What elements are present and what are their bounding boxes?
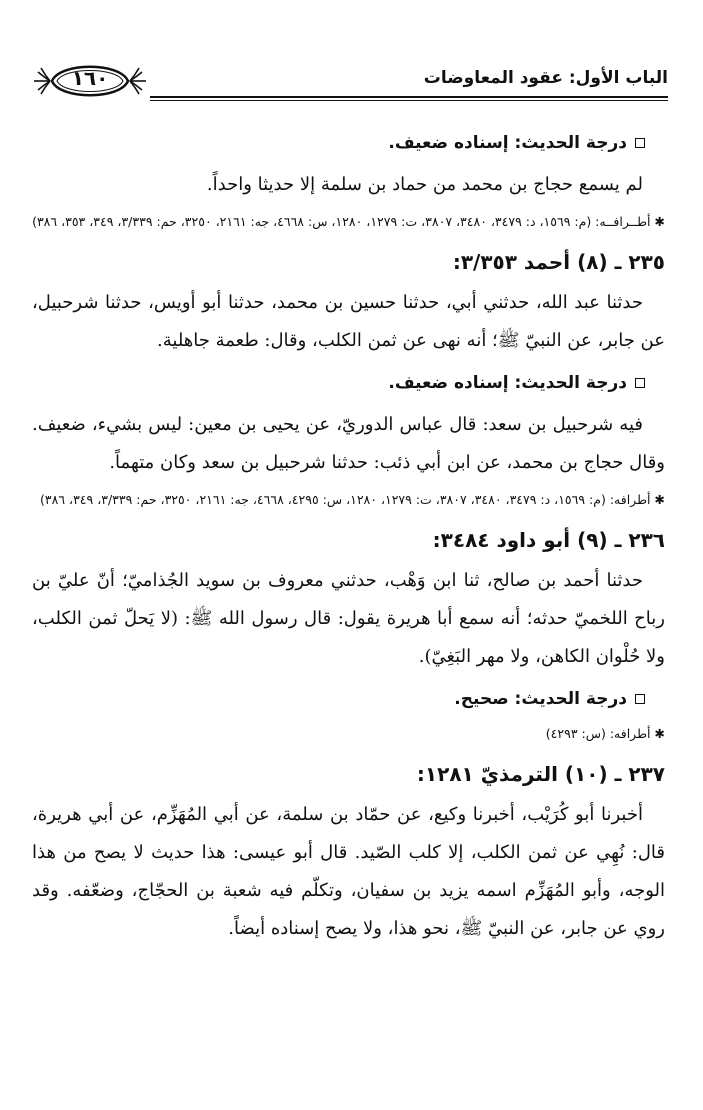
hadith-grade [32, 368, 645, 398]
atraf-note [32, 722, 665, 746]
hadith-grade [32, 684, 645, 714]
page-number-badge [30, 58, 150, 104]
paragraph: حدثنا أحمد بن صالح، ثنا ابن وَهْب، حدثني معروف بن سويد الجُذاميّ؛ أنّ عليّ بن رباح اللخميّ حدثه؛ أنه سمع أبا هريرة يقول: قال رسول الله ﷺ: (لا يَحلّ ثمن الكلب، ولا حُلْوان الكاهن، ولا مهر البَغِيّ). [32, 570, 665, 667]
atraf-note [32, 210, 665, 234]
grade-text: درجة الحديث: صحيح. [454, 689, 627, 709]
page-body [32, 120, 665, 948]
atraf-text: أطرافه: (س: ٤٢٩٣) [545, 726, 651, 741]
paragraph: أخبرنا أبو كُرَيْب، أخبرنا وكيع، عن حمّاد بن سلمة، عن أبي المُهَزِّم، عن أبي هريرة، قال: نُهِي عن ثمن الكلب، إلا كلب الصّيد. قال أبو عيسى: هذا حديث لا يصح من هذا الوجه، وأبو المُهَزِّم اسمه يزيد بن سفيان، وتكلّم فيه شعبة بن الحجّاج، وضعّفه. وقد روي عن جابر، عن النبيّ ﷺ، نحو هذا، ولا يصح إسناده أيضاً. [32, 804, 665, 939]
atraf-text: أطــرافــه: (م: ١٥٦٩، د: ٣٤٧٩، ٣٤٨٠، ٣٨٠٧، ت: ١٢٧٩، ١٢٨٠، س: ٤٦٦٨، جه: ٢١٦١، ٣٢٥٠، حم: ٣/٣٣٩، ٣٤٩، ٣٥٣، ٣٨٦) [32, 214, 651, 229]
asterisk-icon: ✱ [654, 726, 665, 741]
atraf-note [32, 488, 665, 512]
square-bullet-icon [635, 694, 645, 704]
hadith-heading: ٢٣٥ ـ (٨) أحمد ٣/٣٥٣: [452, 250, 665, 274]
hadith-heading: ٢٣٦ ـ (٩) أبو داود ٣٤٨٤: [432, 528, 665, 552]
hadith-heading: ٢٣٧ ـ (١٠) الترمذيّ ١٢٨١: [416, 762, 665, 786]
page-header [30, 58, 668, 110]
hadith-grade [32, 128, 645, 158]
paragraph: حدثنا عبد الله، حدثني أبي، حدثنا حسين بن محمد، حدثنا أبو أويس، حدثنا شرحبيل، عن جابر، عن النبيّ ﷺ؛ أنه نهى عن ثمن الكلب، وقال: طعمة جاهلية. [32, 292, 665, 351]
asterisk-icon: ✱ [654, 492, 665, 507]
grade-text: درجة الحديث: إسناده ضعيف. [388, 373, 627, 393]
atraf-text: أطرافه: (م: ١٥٦٩، د: ٣٤٧٩، ٣٤٨٠، ٣٨٠٧، ت: ١٢٧٩، ١٢٨٠، س: ٤٢٩٥، ٤٦٦٨، جه: ٢١٦١، ٣٢٥٠، حم: ٣/٣٣٩، ٣٤٩، ٣٨٦) [40, 492, 651, 507]
square-bullet-icon [635, 138, 645, 148]
asterisk-icon: ✱ [654, 214, 665, 229]
page-number: ١٦٠ [71, 66, 109, 90]
square-bullet-icon [635, 378, 645, 388]
paragraph: فيه شرحبيل بن سعد: قال عباس الدوريّ، عن يحيى بن معين: ليس بشيء، ضعيف. وقال حجاج بن محمد، عن ابن أبي ذئب: حدثنا شرحبيل بن سعد وكان متهماً. [32, 414, 665, 473]
running-title: الباب الأول: عقود المعاوضات [423, 68, 668, 88]
grade-text: درجة الحديث: إسناده ضعيف. [388, 133, 627, 153]
paragraph: لم يسمع حجاج بن محمد من حماد بن سلمة إلا حديثا واحداً. [206, 174, 643, 195]
